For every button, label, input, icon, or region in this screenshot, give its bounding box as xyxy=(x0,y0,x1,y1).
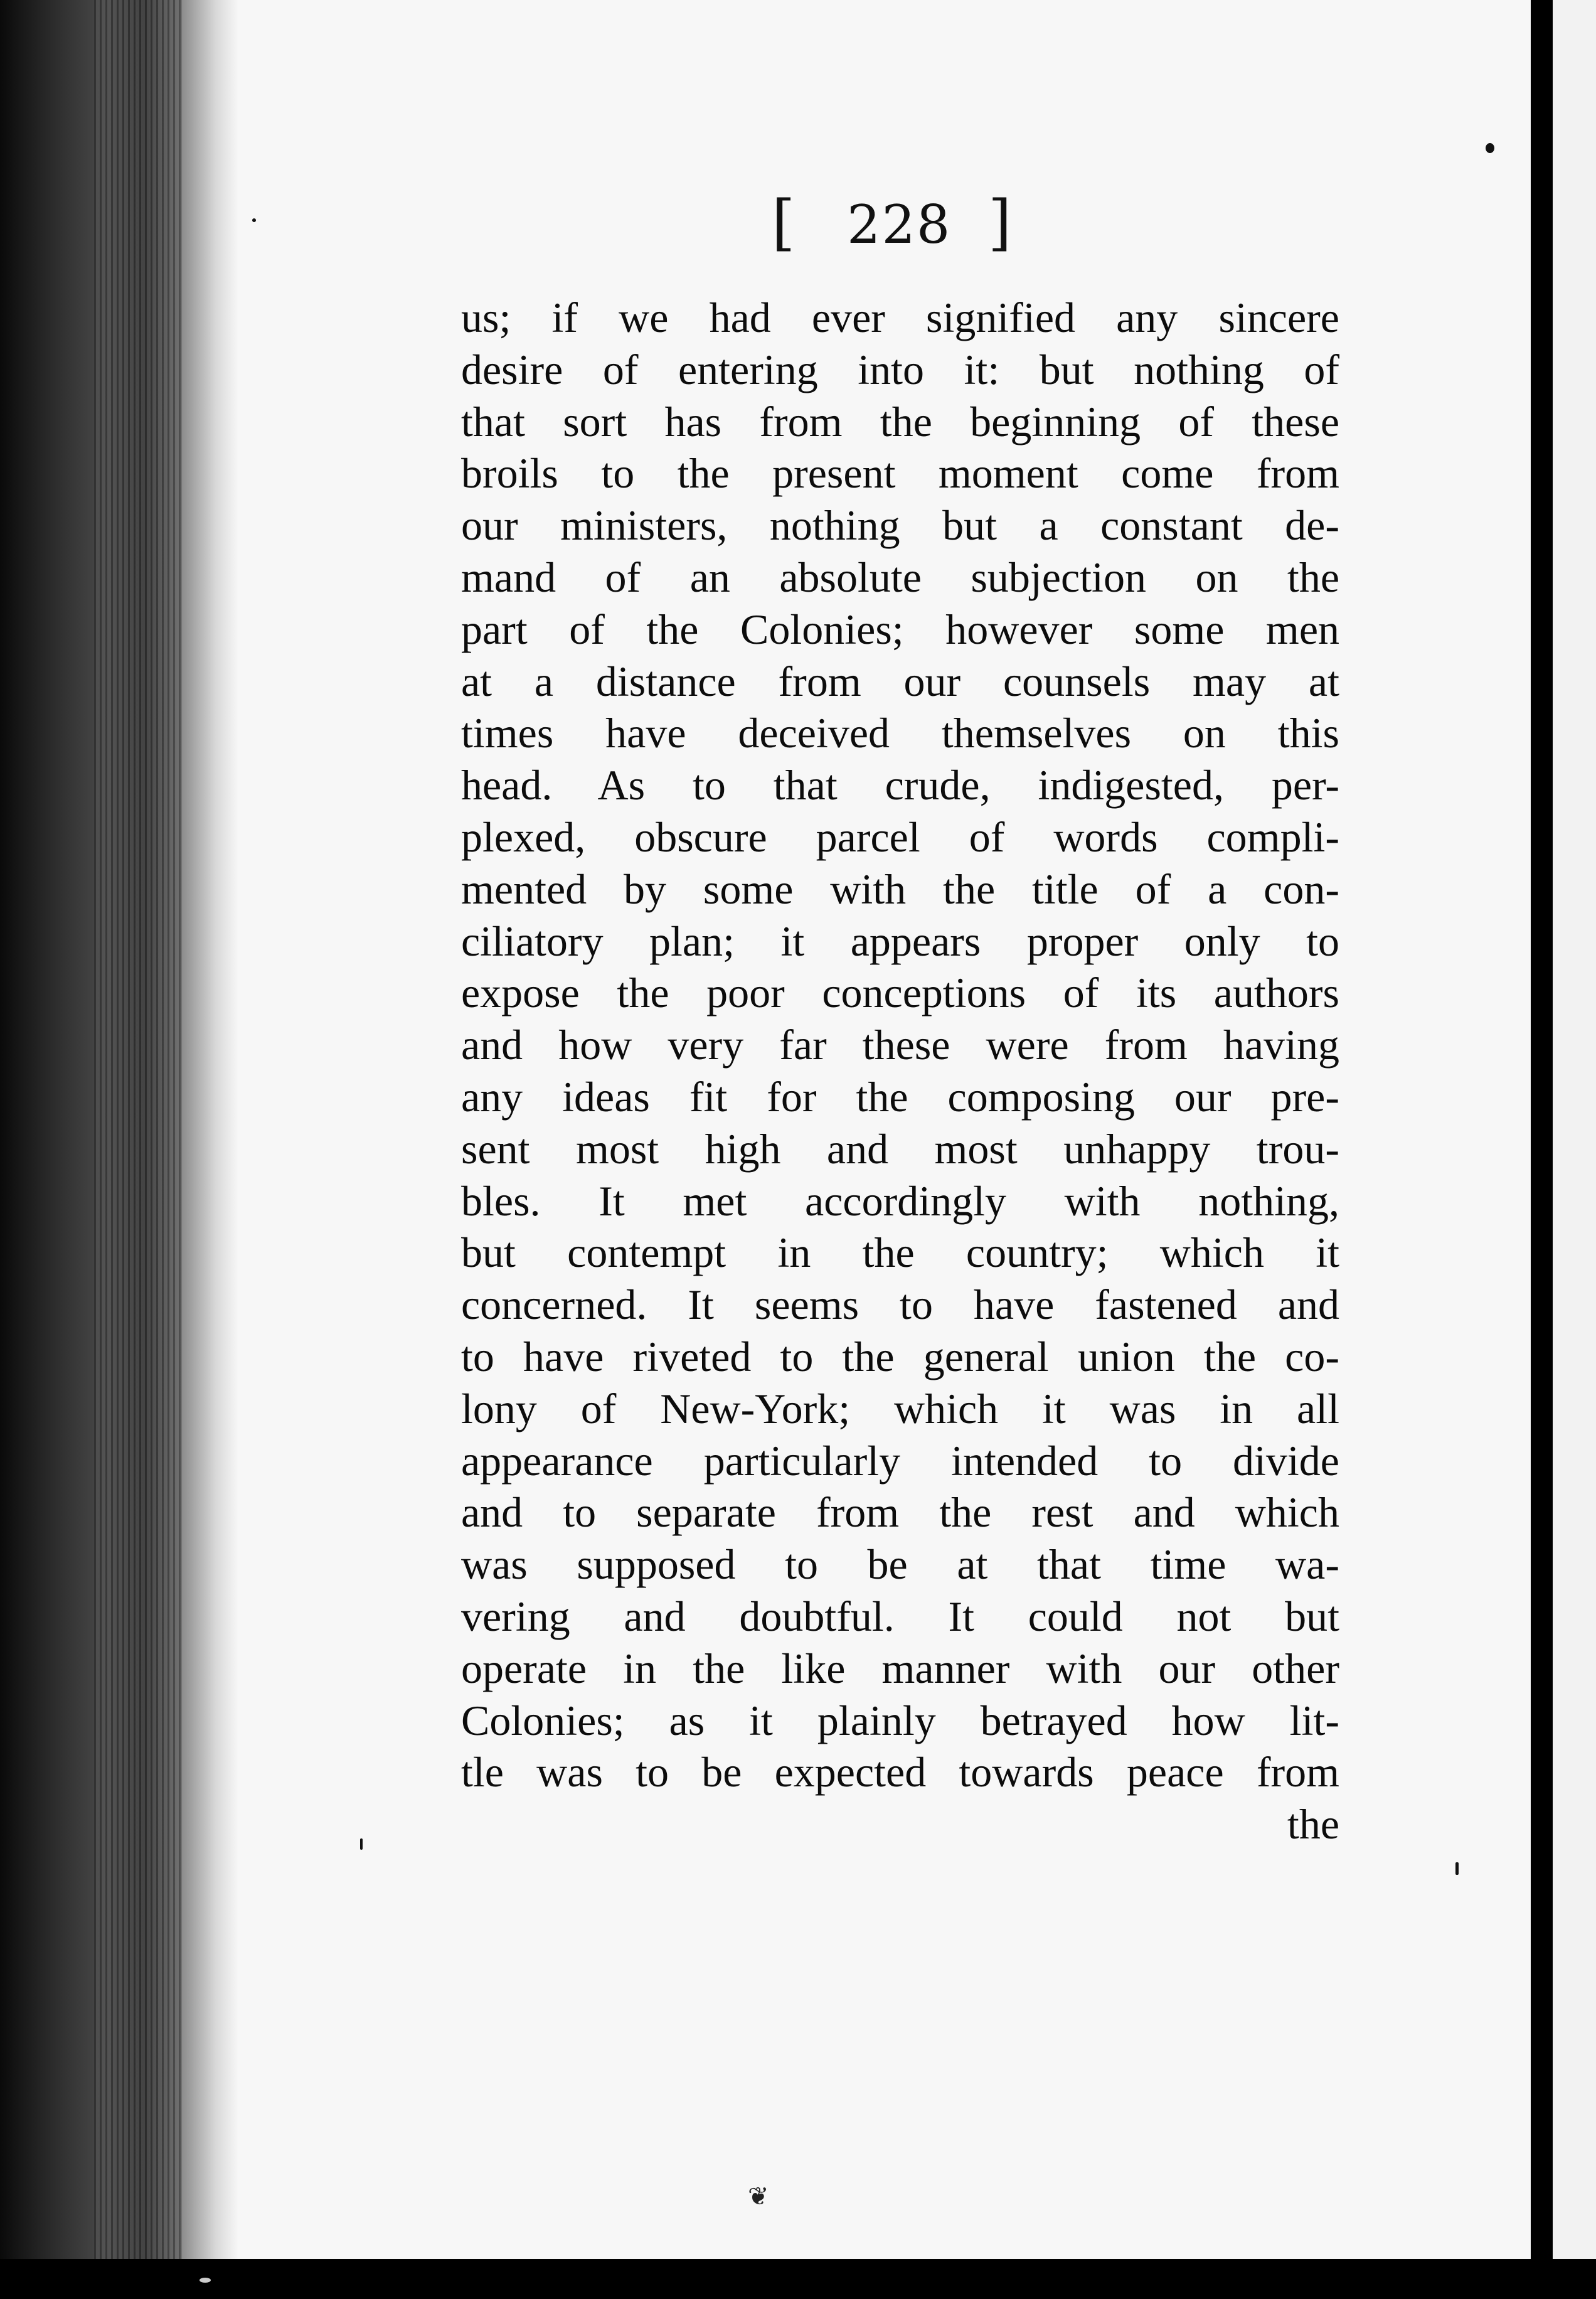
text-line: lony of New-York; which it was in all xyxy=(461,1384,1339,1432)
ornament-mark: ❦ xyxy=(748,2182,769,2211)
text-line: tle was to be expected towards peace from xyxy=(461,1748,1339,1796)
text-line: that sort has from the beginning of these xyxy=(461,397,1339,445)
text-line: was supposed to be at that time wa- xyxy=(461,1540,1339,1589)
text-line: ciliatory plan; it appears proper only to xyxy=(461,917,1339,965)
ink-speck xyxy=(252,218,256,222)
text-line: head. As to that crude, indigested, per- xyxy=(461,761,1339,809)
header-bracket-close: ] xyxy=(988,188,1012,258)
facing-page-sliver xyxy=(1553,0,1596,2259)
text-line: us; if we had ever signified any sincere xyxy=(461,294,1339,341)
text-line: our ministers, nothing but a constant de- xyxy=(461,501,1339,550)
text-line: expose the poor conceptions of its authors xyxy=(461,969,1339,1017)
text-line: bles. It met accordingly with nothing, xyxy=(461,1176,1339,1225)
text-line: appearance particularly intended to divide xyxy=(461,1436,1339,1485)
text-line: mented by some with the title of a con- xyxy=(461,865,1339,913)
text-line: mand of an absolute subjection on the xyxy=(461,553,1339,601)
page-edges xyxy=(94,0,182,2299)
header-bracket-open: [ xyxy=(772,188,795,258)
text-line: sent most high and most unhappy trou- xyxy=(461,1124,1339,1173)
binding-shadow xyxy=(182,0,238,2259)
text-line: Colonies; as it plainly betrayed how lit- xyxy=(461,1696,1339,1744)
text-line: vering and doubtful. It could not but xyxy=(461,1592,1339,1640)
text-line: broils to the present moment come from xyxy=(461,449,1339,498)
ink-speck xyxy=(360,1838,363,1850)
text-line: but contempt in the country; which it xyxy=(461,1229,1339,1277)
text-line: desire of entering into it: but nothing of xyxy=(461,345,1339,393)
text-line: and how very far these were from having xyxy=(461,1021,1339,1069)
ink-speck xyxy=(200,2278,211,2283)
running-head xyxy=(772,188,1023,264)
text-line: and to separate from the rest and which xyxy=(461,1488,1339,1537)
text-line: concerned. It seems to have fastened and xyxy=(461,1281,1339,1329)
text-line: operate in the like manner with our other xyxy=(461,1644,1339,1692)
ink-speck xyxy=(1486,143,1494,153)
text-line: at a distance from our counsels may at xyxy=(461,657,1339,705)
text-line: any ideas fit for the composing our pre- xyxy=(461,1072,1339,1121)
text-line: part of the Colonies; however some men xyxy=(461,605,1339,653)
page-number: 228 xyxy=(847,194,952,255)
text-line: to have riveted to the general union the co- xyxy=(461,1332,1339,1380)
bottom-scan-border xyxy=(0,2259,1596,2299)
text-line: plexed, obscure parcel of words compli- xyxy=(461,813,1339,861)
catchword: the xyxy=(1287,1800,1339,1848)
ink-speck xyxy=(1455,1862,1459,1875)
body-text xyxy=(461,292,1339,1850)
text-line: times have deceived themselves on this xyxy=(461,709,1339,757)
